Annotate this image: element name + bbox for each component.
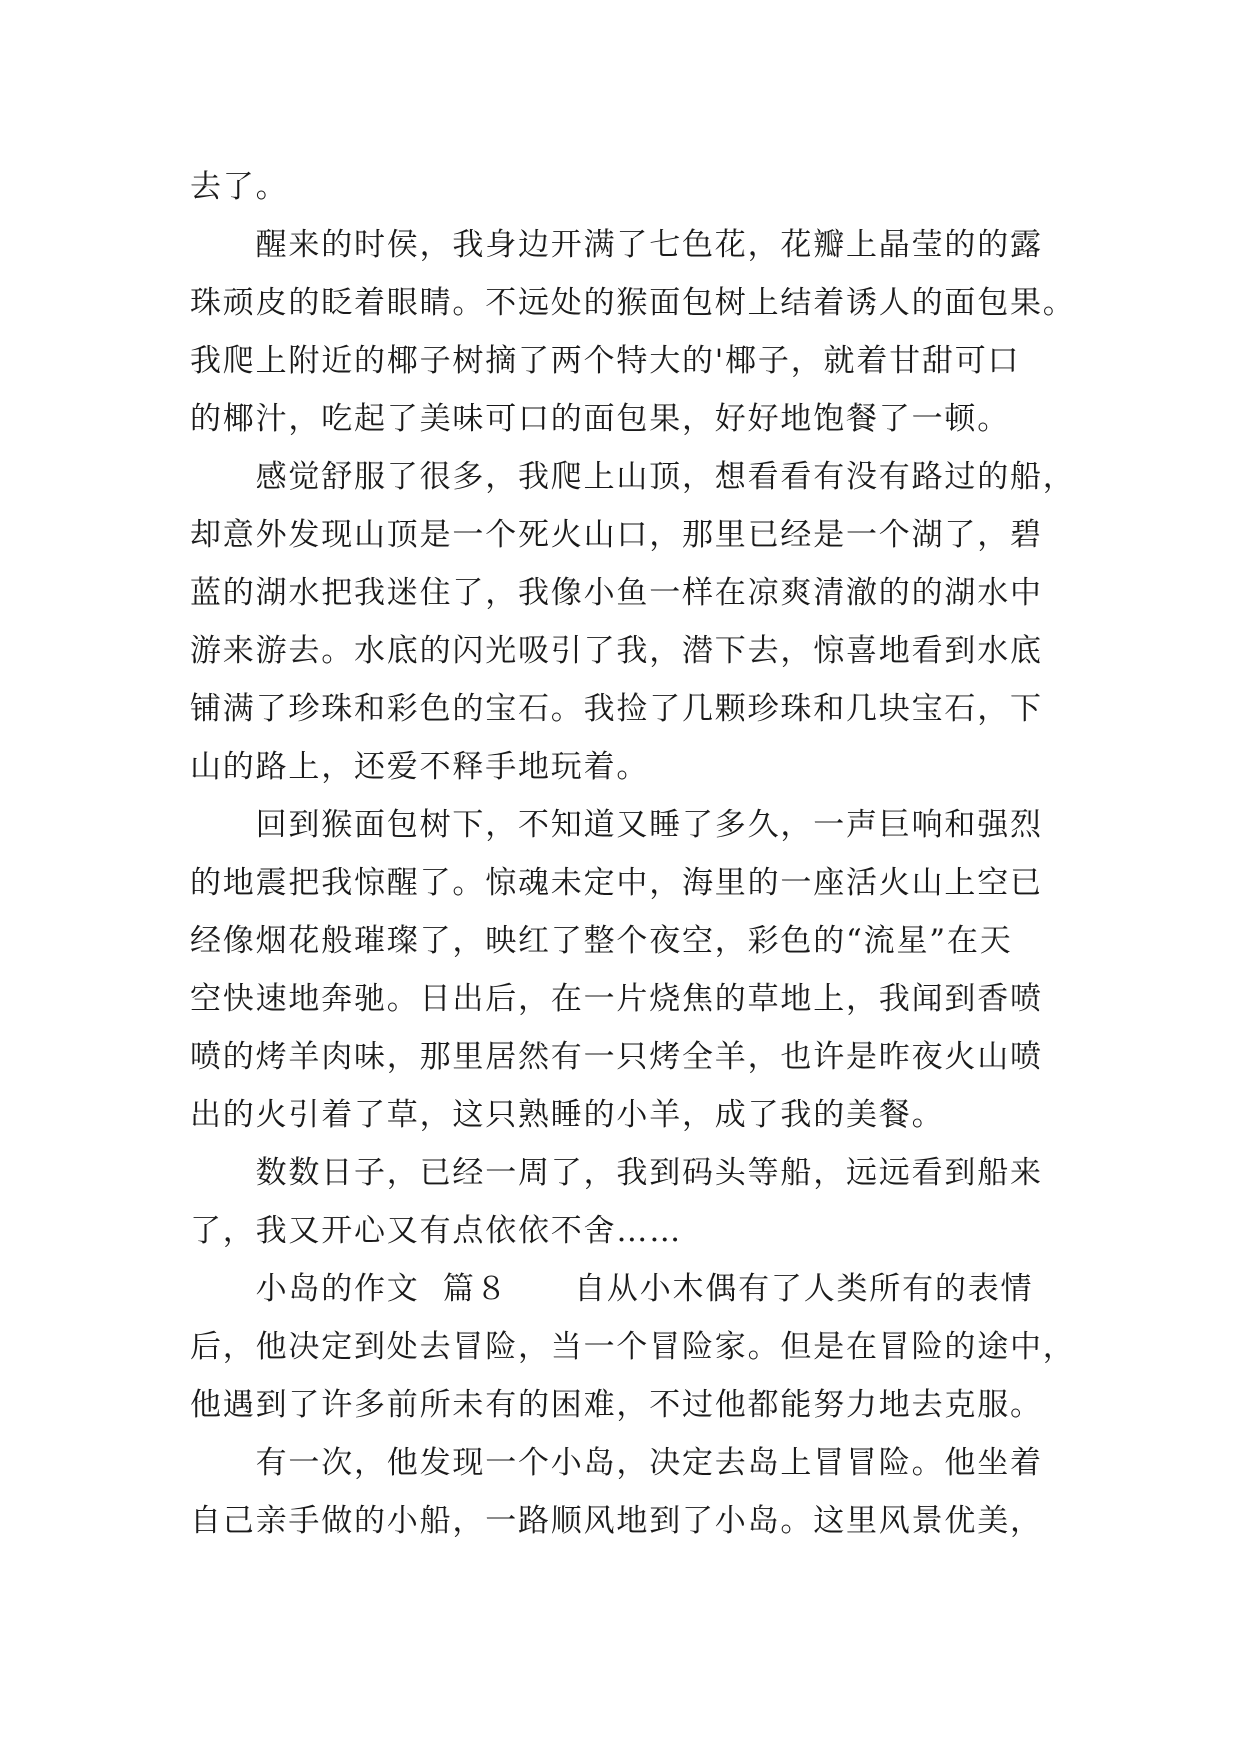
text-line: 却意外发现山顶是一个死火山口，那里已经是一个湖了，碧 [190,517,1043,553]
text-line: 珠顽皮的眨着眼睛。不远处的猴面包树上结着诱人的面包果。 [190,285,1076,321]
text-line: 的地震把我惊醒了。惊魂未定中，海里的一座活火山上空已 [190,865,1043,901]
text-line: 蓝的湖水把我迷住了，我像小鱼一样在凉爽清澈的的湖水中 [190,575,1043,611]
section-heading-line: 小岛的作文 篇８ 自从小木偶有了人类所有的表情 [190,1271,1034,1307]
document-body [190,158,1080,1550]
text-line: 出的火引着了草，这只熟睡的小羊，成了我的美餐。 [190,1097,945,1133]
text-line: 游来游去。水底的闪光吸引了我，潜下去，惊喜地看到水底 [190,633,1043,669]
text-line: 山的路上，还爱不释手地玩着。 [190,749,650,785]
text-line: 空快速地奔驰。日出后，在一片烧焦的草地上，我闻到香喷 [190,981,1043,1017]
text-line: 数数日子，已经一周了，我到码头等船，远远看到船来 [190,1155,1043,1191]
text-line: 铺满了珍珠和彩色的宝石。我捡了几颗珍珠和几块宝石，下 [190,691,1043,727]
text-line: 喷的烤羊肉味，那里居然有一只烤全羊，也许是昨夜火山喷 [190,1039,1043,1075]
text-line: 了，我又开心又有点依依不舍…… [190,1213,682,1249]
text-line: 醒来的时侯，我身边开满了七色花，花瓣上晶莹的的露 [190,227,1043,263]
text-line: 我爬上附近的椰子树摘了两个特大的'椰子，就着甘甜可口 [190,343,1021,379]
text-line: 他遇到了许多前所未有的困难，不过他都能努力地去克服。 [190,1387,1043,1423]
text-line: 自己亲手做的小船，一路顺风地到了小岛。这里风景优美， [190,1503,1043,1539]
text-line: 后，他决定到处去冒险，当一个冒险家。但是在冒险的途中， [190,1329,1076,1365]
text-line: 的椰汁，吃起了美味可口的面包果，好好地饱餐了一顿。 [190,401,1010,437]
text-line: 去了。 [190,169,289,205]
text-line: 有一次，他发现一个小岛，决定去岛上冒冒险。他坐着 [190,1445,1043,1481]
text-line: 经像烟花般璀璨了，映红了整个夜空，彩色的“流星”在天 [190,923,1013,959]
text-line: 回到猴面包树下，不知道又睡了多久，一声巨响和强烈 [190,807,1043,843]
text-line: 感觉舒服了很多，我爬上山顶，想看看有没有路过的船， [190,459,1076,495]
